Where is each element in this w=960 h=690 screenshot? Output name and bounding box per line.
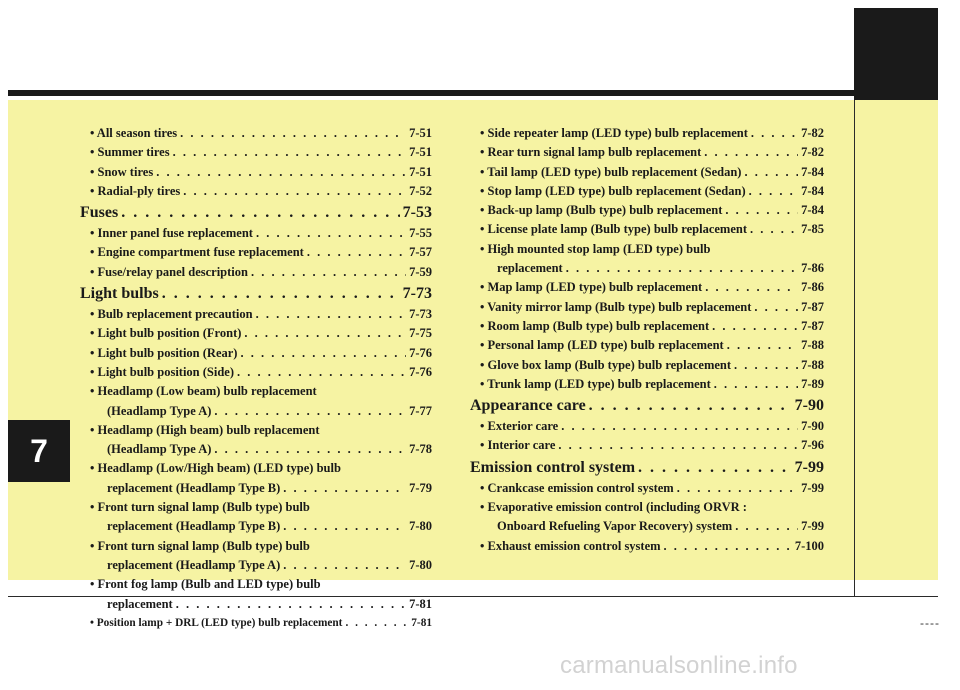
dot-leader	[754, 298, 798, 317]
toc-entry-label-cont: (Headlamp Type A)	[107, 442, 212, 457]
toc-entry-label: • Crankcase emission control system	[480, 480, 674, 495]
toc-entry[interactable]	[470, 356, 824, 375]
toc-entry[interactable]	[80, 143, 432, 162]
dot-leader	[176, 595, 406, 614]
dot-leader	[664, 537, 792, 556]
toc-entry[interactable]	[470, 479, 824, 498]
toc-entry-label: • Front turn signal lamp (Bulb type) bulb	[90, 538, 310, 553]
toc-entry[interactable]	[80, 614, 432, 633]
toc-entry-continuation	[480, 259, 824, 278]
toc-entry-continuation	[90, 440, 432, 459]
toc-entry-label: • Stop lamp (LED type) bulb replacement (Sedan)	[480, 183, 746, 198]
dot-leader	[214, 402, 406, 421]
toc-entry-page: 7-90	[801, 419, 824, 434]
toc-section[interactable]	[470, 457, 824, 478]
dot-leader	[714, 375, 798, 394]
toc-entry[interactable]	[80, 324, 432, 343]
header-rule	[8, 90, 854, 96]
toc-entry-label: • Bulb replacement precaution	[90, 307, 253, 322]
toc-entry-label: • Front fog lamp (Bulb and LED type) bulb	[90, 577, 321, 592]
toc-entry-label: • Rear turn signal lamp bulb replacement	[480, 145, 702, 160]
dot-leader	[735, 517, 798, 536]
dot-leader	[727, 336, 798, 355]
toc-entry-label: • License plate lamp (Bulb type) bulb replacement	[480, 222, 747, 237]
toc-entry-label: • All season tires	[90, 126, 178, 140]
toc-entry-page: 7-84	[801, 203, 824, 218]
toc-entry-label: • Engine compartment fuse replacement	[90, 245, 304, 260]
toc-entry-label: • Trunk lamp (LED type) bulb replacement	[480, 376, 711, 391]
toc-entry-continuation	[90, 402, 432, 421]
dot-leader	[751, 124, 798, 143]
toc-entry-page: 7-88	[801, 357, 824, 372]
toc-entry[interactable]	[80, 124, 432, 143]
toc-entry-page: 7-81	[411, 616, 432, 629]
toc-entry[interactable]	[80, 182, 432, 201]
dot-leader	[251, 263, 406, 282]
toc-entry-label: • Back-up lamp (Bulb type) bulb replacement	[480, 203, 723, 218]
toc-entry-continuation	[90, 556, 432, 575]
dot-leader	[677, 479, 798, 498]
toc-entry[interactable]	[470, 336, 824, 355]
toc-entry-label: • Light bulb position (Rear)	[90, 345, 238, 360]
toc-entry[interactable]	[470, 163, 824, 182]
toc-entry[interactable]	[80, 224, 432, 243]
toc-entry[interactable]	[80, 382, 432, 421]
toc-entry[interactable]	[470, 182, 824, 201]
toc-entry-label: • Evaporative emission control (including ORVR :	[480, 500, 747, 515]
toc-entry[interactable]	[80, 498, 432, 537]
dot-leader	[704, 143, 798, 162]
toc-entry[interactable]	[80, 243, 432, 262]
dot-leader	[244, 324, 406, 343]
toc-entry-label: • Radial-ply tires	[90, 183, 181, 198]
toc-entry-page: 7-99	[801, 519, 824, 534]
toc-entry-label: • Inner panel fuse replacement	[90, 226, 253, 241]
margin-divider	[854, 100, 855, 596]
toc-entry-page: 7-82	[801, 145, 824, 160]
toc-entry-label-cont: (Headlamp Type A)	[107, 403, 212, 418]
toc-section-page: 7-90	[794, 397, 824, 415]
toc-entry[interactable]	[470, 317, 824, 336]
toc-entry-label: • Front turn signal lamp (Bulb type) bulb	[90, 500, 310, 515]
toc-entry-page: 7-76	[409, 364, 432, 379]
dot-leader	[180, 124, 406, 143]
toc-entry[interactable]	[80, 363, 432, 382]
toc-column-right	[470, 124, 824, 556]
toc-entry-page: 7-75	[409, 326, 432, 341]
toc-entry-page: 7-52	[409, 183, 432, 198]
toc-entry-page: 7-73	[409, 307, 432, 322]
toc-entry-page: 7-79	[409, 480, 432, 495]
toc-entry[interactable]	[80, 344, 432, 363]
toc-entry-label: • Headlamp (Low/High beam) (LED type) bulb	[90, 461, 341, 476]
toc-entry[interactable]	[80, 459, 432, 498]
dot-leader	[561, 417, 798, 436]
dot-leader	[214, 440, 406, 459]
dot-leader	[734, 356, 798, 375]
toc-entry-page: 7-57	[409, 245, 432, 260]
dot-leader	[750, 220, 798, 239]
dot-leader	[237, 363, 406, 382]
dot-leader	[156, 163, 406, 182]
dot-leader	[638, 457, 792, 478]
toc-entry-page: 7-55	[409, 226, 432, 241]
toc-entry[interactable]	[470, 537, 824, 556]
toc-entry-page: 7-84	[801, 183, 824, 198]
toc-entry-label: • Exterior care	[480, 419, 559, 434]
toc-entry[interactable]	[80, 263, 432, 282]
toc-entry-page: 7-51	[409, 126, 432, 140]
dot-leader	[749, 182, 798, 201]
toc-entry-page: 7-59	[409, 264, 432, 279]
toc-entry-label: • Fuse/relay panel description	[90, 264, 248, 279]
header-corner-block	[854, 8, 938, 108]
toc-entry-page: 7-86	[801, 280, 824, 295]
toc-entry-page: 7-81	[409, 596, 432, 611]
dot-leader	[712, 317, 798, 336]
toc-entry-page: 7-78	[409, 442, 432, 457]
toc-entry-label: • Vanity mirror lamp (Bulb type) bulb replacement	[480, 299, 752, 314]
toc-entry[interactable]	[470, 220, 824, 239]
dot-leader	[307, 243, 406, 262]
toc-entry[interactable]	[80, 163, 432, 182]
toc-entry[interactable]	[470, 436, 824, 455]
dot-leader	[240, 344, 406, 363]
toc-entry-page: 7-80	[409, 519, 432, 534]
footer-watermark: carmanualsonline.info	[560, 652, 798, 679]
dot-leader	[744, 163, 798, 182]
dot-leader	[725, 201, 798, 220]
toc-column-left	[80, 124, 432, 633]
toc-entry-page: 7-85	[801, 222, 824, 237]
toc-section[interactable]	[470, 395, 824, 416]
toc-entry-label-cont: replacement (Headlamp Type A)	[107, 557, 281, 572]
toc-entry-label: • Map lamp (LED type) bulb replacement	[480, 280, 703, 295]
toc-entry-page: 7-96	[801, 438, 824, 453]
toc-entry-page: 7-86	[801, 261, 824, 276]
toc-entry-label: • Side repeater lamp (LED type) bulb replacement	[480, 126, 748, 140]
toc-entry-page: 7-99	[801, 480, 824, 495]
dot-leader	[589, 395, 792, 416]
page-number-marker: ----	[920, 616, 940, 630]
toc-entry-label: • Exhaust emission control system	[480, 538, 661, 553]
dot-leader	[705, 278, 798, 297]
toc-entry[interactable]	[80, 537, 432, 576]
toc-entry-label: • Glove box lamp (Bulb type) bulb replacement	[480, 357, 732, 372]
toc-entry[interactable]	[80, 421, 432, 460]
toc-entry-continuation	[90, 595, 432, 614]
toc-entry-page: 7-87	[801, 318, 824, 333]
dot-leader	[566, 259, 798, 278]
toc-entry-label-cont: replacement (Headlamp Type B)	[107, 519, 281, 534]
toc-entry-page: 7-51	[409, 145, 432, 160]
toc-entry[interactable]	[470, 240, 824, 279]
toc-entry[interactable]	[470, 298, 824, 317]
chapter-tab: 7	[8, 420, 70, 482]
toc-entry-label: • Light bulb position (Front)	[90, 326, 242, 341]
toc-entry[interactable]	[80, 575, 432, 614]
toc-entry-label: • Personal lamp (LED type) bulb replacement	[480, 338, 724, 353]
dot-leader	[121, 202, 399, 223]
toc-entry-label: • High mounted stop lamp (LED type) bulb	[480, 241, 711, 256]
dot-leader	[183, 182, 406, 201]
toc-entry-page: 7-82	[801, 126, 824, 140]
toc-entry-page: 7-88	[801, 338, 824, 353]
toc-entry-label: • Light bulb position (Side)	[90, 364, 235, 379]
dot-leader	[283, 479, 406, 498]
toc-section-page: 7-99	[794, 458, 824, 476]
toc-entry-label-cont: Onboard Refueling Vapor Recovery) system	[497, 519, 733, 534]
toc-entry-label: • Summer tires	[90, 145, 170, 160]
dot-leader	[173, 143, 406, 162]
toc-section-label: Appearance care	[470, 397, 586, 415]
toc-entry-continuation	[90, 517, 432, 536]
toc-entry-page: 7-100	[794, 538, 824, 553]
dot-leader	[283, 556, 406, 575]
dot-leader	[345, 614, 408, 633]
toc-entry-page: 7-51	[409, 164, 432, 179]
toc-section-label: Fuses	[80, 204, 119, 222]
toc-entry[interactable]	[470, 201, 824, 220]
toc-entry-page: 7-87	[801, 299, 824, 314]
toc-entry-page: 7-89	[801, 376, 824, 391]
toc-entry-label: • Position lamp + DRL (LED type) bulb replacement	[90, 616, 343, 629]
toc-entry[interactable]	[470, 375, 824, 394]
toc-entry-label-cont: replacement (Headlamp Type B)	[107, 480, 281, 495]
dot-leader	[256, 224, 406, 243]
toc-entry[interactable]	[470, 278, 824, 297]
dot-leader	[283, 517, 406, 536]
toc-entry[interactable]	[470, 143, 824, 162]
dot-leader	[256, 305, 406, 324]
toc-entry-page: 7-84	[801, 164, 824, 179]
toc-section[interactable]	[80, 202, 432, 223]
toc-section[interactable]	[80, 283, 432, 304]
toc-section-page: 7-53	[402, 204, 432, 222]
toc-entry[interactable]	[470, 498, 824, 537]
toc-entry-label: • Tail lamp (LED type) bulb replacement (Sedan)	[480, 164, 742, 179]
toc-entry-page: 7-76	[409, 345, 432, 360]
toc-entry-page: 7-77	[409, 403, 432, 418]
toc-entry-continuation	[480, 517, 824, 536]
toc-entry-label: • Interior care	[480, 438, 556, 453]
toc-entry[interactable]	[80, 305, 432, 324]
dot-leader	[558, 436, 798, 455]
toc-section-label: Emission control system	[470, 458, 636, 476]
toc-entry-page: 7-80	[409, 557, 432, 572]
toc-entry[interactable]	[470, 124, 824, 143]
toc-entry-label: • Room lamp (Bulb type) bulb replacement	[480, 318, 710, 333]
toc-entry-label: • Headlamp (Low beam) bulb replacement	[90, 384, 317, 399]
toc-section-label: Light bulbs	[80, 285, 159, 303]
dot-leader	[162, 283, 400, 304]
toc-section-page: 7-73	[402, 285, 432, 303]
toc-entry-continuation	[90, 479, 432, 498]
toc-entry-label: • Snow tires	[90, 164, 154, 179]
toc-entry-label-cont: replacement	[497, 261, 563, 276]
toc-entry-label: • Headlamp (High beam) bulb replacement	[90, 422, 320, 437]
toc-entry[interactable]	[470, 417, 824, 436]
toc-entry-label-cont: replacement	[107, 596, 173, 611]
